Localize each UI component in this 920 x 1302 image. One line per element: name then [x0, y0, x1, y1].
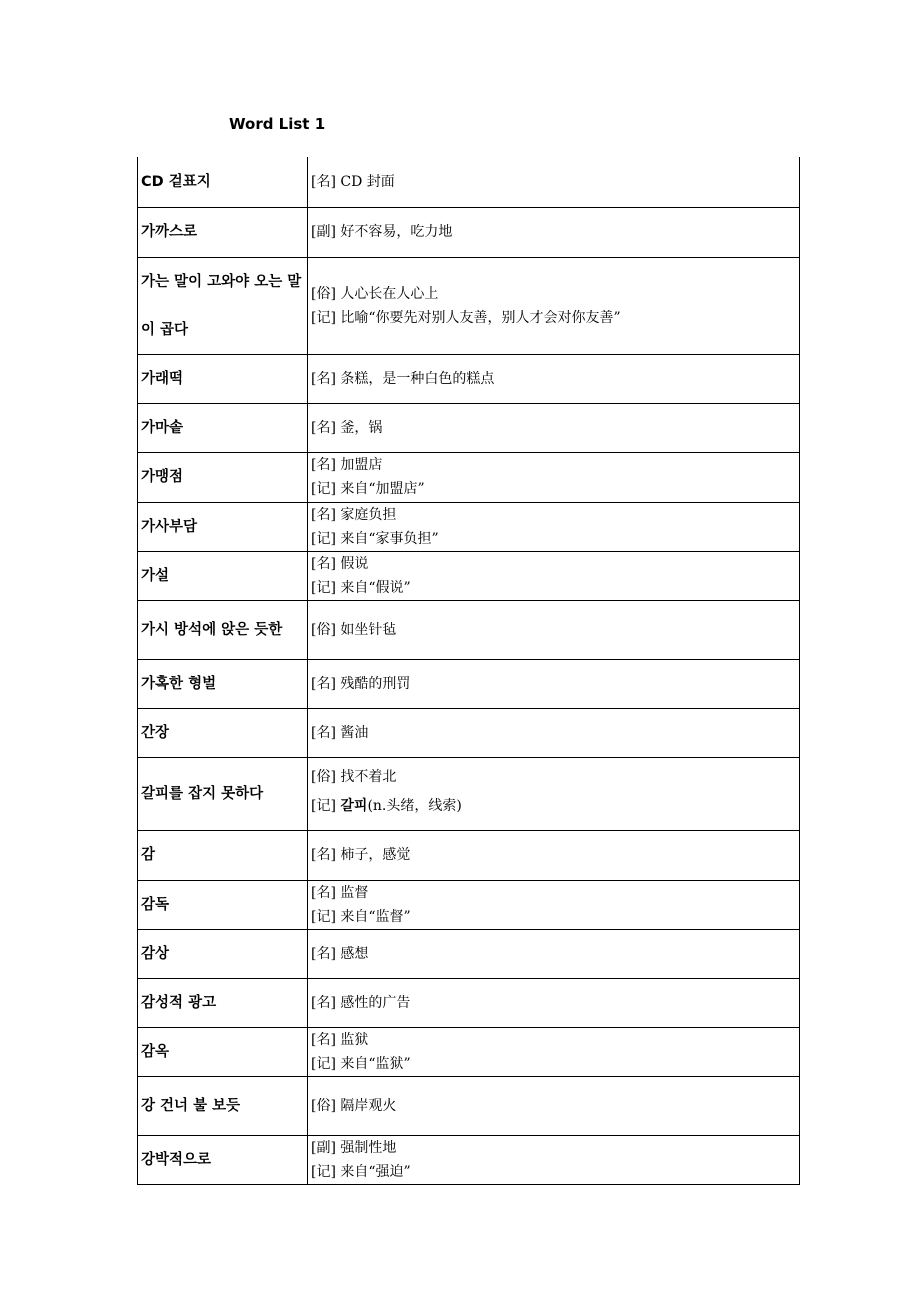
table-row — [138, 757, 800, 830]
term-cell: 감 — [138, 830, 308, 880]
definition-line: [名] 假说 — [311, 555, 369, 572]
table-row — [138, 1135, 800, 1184]
definition-line: [副] 好不容易，吃力地 — [311, 224, 453, 240]
definition-line: [记] 比喻“你要先对别人友善，别人才会对你友善” — [311, 309, 621, 326]
term-cell: 가시 방석에 앉은 듯한 — [138, 600, 308, 659]
table-row — [138, 830, 800, 880]
definition-cell — [308, 830, 800, 880]
table-row — [138, 403, 800, 452]
term-cell: 감상 — [138, 929, 308, 978]
definition-cell — [308, 257, 800, 354]
definition-line: [副] 强制性地 — [311, 1139, 397, 1156]
table-row — [138, 257, 800, 354]
definition-cell — [308, 1027, 800, 1076]
table-row — [138, 929, 800, 978]
definition-line: [名] 监狱 — [311, 1031, 369, 1048]
term-cell: 감옥 — [138, 1027, 308, 1076]
table-row — [138, 1076, 800, 1135]
definition-line: [俗] 人心长在人心上 — [311, 285, 439, 302]
definition-line: [名] 感性的广告 — [311, 994, 411, 1011]
note-prefix: [记] — [311, 797, 341, 814]
term-cell: 가까스로 — [138, 207, 308, 257]
term-cell: 가마솥 — [138, 403, 308, 452]
definition-line: [俗] 如坐针毡 — [311, 621, 397, 638]
definition-line: [名] 加盟店 — [311, 457, 383, 473]
table-row — [138, 600, 800, 659]
definition-line: [名] 家庭负担 — [311, 506, 397, 523]
definition-cell — [308, 354, 800, 403]
table-row — [138, 354, 800, 403]
definition-line: [记] 来自“监狱” — [311, 1055, 411, 1072]
definition-cell — [308, 1076, 800, 1135]
definition-line: [俗] 隔岸观火 — [311, 1097, 397, 1114]
table-row — [138, 551, 800, 600]
table-row — [138, 452, 800, 502]
definition-line: [记] 来自“加盟店” — [311, 481, 425, 497]
definition-cell — [308, 929, 800, 978]
table-row — [138, 207, 800, 257]
definition-cell — [308, 757, 800, 830]
word-list-table — [137, 157, 800, 1185]
definition-cell — [308, 659, 800, 708]
definition-cell — [308, 502, 800, 551]
definition-line: [记] 来自“家事负担” — [311, 530, 439, 547]
definition-cell — [308, 403, 800, 452]
document-title: Word List 1 — [229, 115, 326, 133]
term-cell: 가사부담 — [138, 502, 308, 551]
term-cell: 강박적으로 — [138, 1135, 308, 1184]
definition-cell — [308, 452, 800, 502]
definition-line: [名] 酱油 — [311, 724, 369, 741]
note-gloss: (n.头绪，线索) — [367, 797, 462, 814]
term-cell: 강 건너 불 보듯 — [138, 1076, 308, 1135]
definition-cell — [308, 207, 800, 257]
term-cell: 감독 — [138, 880, 308, 929]
term-cell: CD 겉표지 — [138, 157, 308, 207]
table-row — [138, 1027, 800, 1076]
term-cell: 가는 말이 고와야 오는 말이 곱다 — [138, 257, 308, 354]
definition-line: [名] 釜，锅 — [311, 419, 383, 436]
definition-line: [名] 柿子，感觉 — [311, 847, 411, 863]
term-cell: 가설 — [138, 551, 308, 600]
definition-line: [名] 条糕，是一种白色的糕点 — [311, 370, 495, 387]
definition-cell — [308, 600, 800, 659]
term-cell: 가래떡 — [138, 354, 308, 403]
definition-line: [名] 残酷的刑罚 — [311, 675, 411, 692]
table-row — [138, 708, 800, 757]
definition-cell — [308, 708, 800, 757]
term-cell: 가맹점 — [138, 452, 308, 502]
definition-line: [名] CD 封面 — [311, 173, 395, 190]
table-row — [138, 157, 800, 207]
definition-line — [311, 789, 796, 823]
definition-cell — [308, 880, 800, 929]
term-cell: 감성적 광고 — [138, 978, 308, 1027]
note-headword: 갈피 — [340, 797, 368, 814]
definition-line: [名] 感想 — [311, 945, 369, 962]
term-cell: 갈피를 잡지 못하다 — [138, 757, 308, 830]
term-cell: 간장 — [138, 708, 308, 757]
definition-line: [记] 来自“监督” — [311, 908, 411, 925]
definition-line: [记] 来自“强迫” — [311, 1163, 411, 1180]
definition-line: [记] 来自“假说” — [311, 579, 411, 596]
table-row — [138, 978, 800, 1027]
definition-line: [俗] 找不着北 — [311, 768, 397, 785]
table-row — [138, 659, 800, 708]
definition-cell — [308, 978, 800, 1027]
definition-cell — [308, 551, 800, 600]
definition-line: [名] 监督 — [311, 884, 369, 901]
table-row — [138, 502, 800, 551]
definition-cell — [308, 157, 800, 207]
definition-cell — [308, 1135, 800, 1184]
term-cell: 가혹한 형벌 — [138, 659, 308, 708]
table-row — [138, 880, 800, 929]
